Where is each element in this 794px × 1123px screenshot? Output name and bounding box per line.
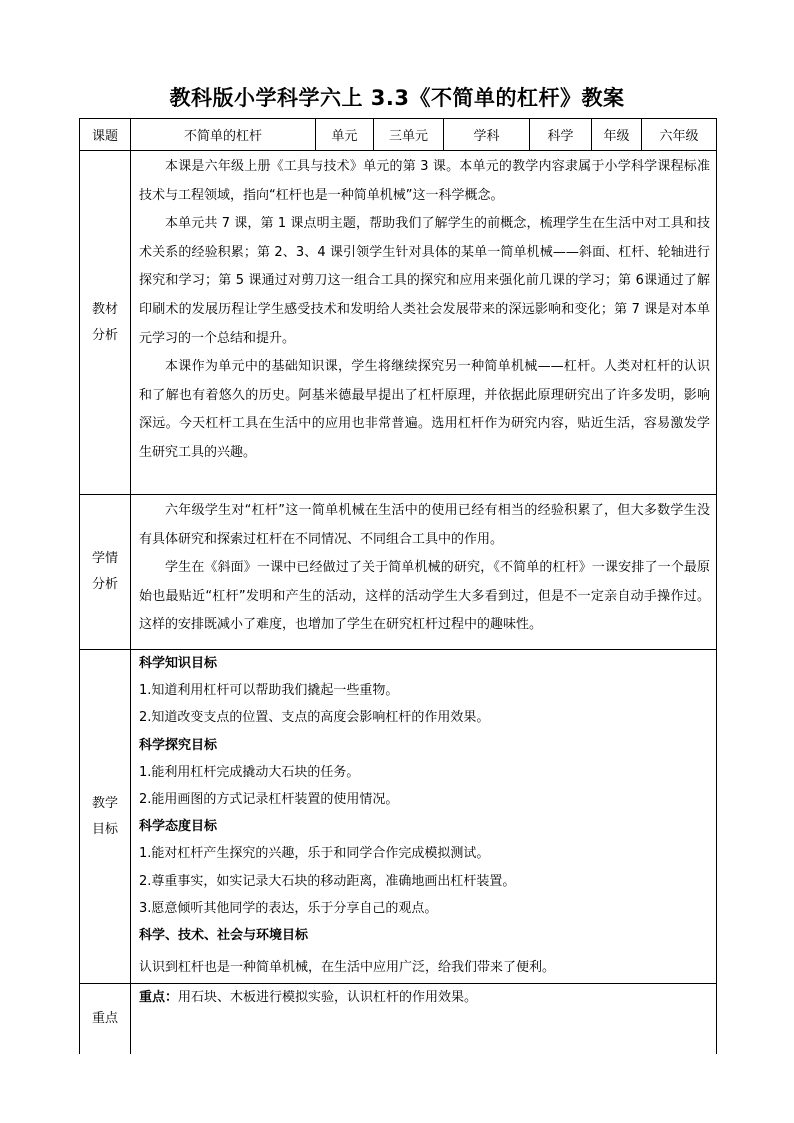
student-analysis-label: [80, 495, 131, 650]
grade-value: 六年级: [642, 119, 717, 151]
material-analysis-row: [80, 151, 717, 495]
student-label-line2: 分析: [91, 577, 118, 592]
teaching-goals-row: [80, 650, 717, 984]
material-analysis-label: [80, 151, 131, 495]
knowledge-goal-title: 科学知识目标: [139, 656, 218, 671]
teaching-goals-content: [131, 650, 717, 984]
knowledge-goal-item: 1.知道利用杠杆可以帮助我们撬起一些重物。: [139, 683, 399, 699]
student-paragraph: 学生在《斜面》一课中已经做过了关于简单机械的研究，《不简单的杠杆》一课安排了一个最原始也最贴近“杠杆”发明和产生的活动，这样的活动学生大多看到过，但是不一定亲自动手操作过。这样的安排既减小了难度，也增加了学生在研究杠杆过程中的趣味性。: [139, 560, 710, 633]
keypoint-prefix: 重点：: [139, 990, 179, 1006]
keypoint-label: 重点: [80, 984, 131, 1054]
material-paragraph: 本课是六年级上册《工具与技术》单元的第 3 课。本单元的教学内容隶属于小学科学课程标准技术与工程领域，指向“杠杆也是一种简单机械”这一科学概念。: [139, 159, 710, 203]
document-title: 教科版小学科学六上 3.3《不简单的杠杆》教案: [169, 86, 625, 110]
attitude-goal-item: 2.尊重事实，如实记录大石块的移动距离，准确地画出杠杆装置。: [139, 873, 516, 889]
keypoint-row: [80, 984, 717, 1054]
goals-label-line2: 目标: [91, 821, 118, 837]
sts-goal-item: 认识到杠杆也是一种简单机械，在生活中应用广泛，给我们带来了便利。: [139, 960, 556, 976]
material-paragraph: 本课作为单元中的基础知识课，学生将继续探究另一种简单机械——杠杆。人类对杠杆的认识和了解也有着悠久的历史。阿基米德最早提出了杠杆原理，并依据此原理研究出了许多发明，影响深远。今天杠杆工具在生活中的应用也非常普遍。选用杠杆作为研究内容，贴近生活，容易激发学生研究工具的兴趣。: [139, 359, 710, 460]
knowledge-goal-item: 2.知道改变支点的位置、支点的高度会影响杠杆的作用效果。: [139, 710, 490, 726]
material-label-line1: 教材: [91, 301, 118, 317]
subject-value: 科学: [530, 119, 592, 151]
lesson-plan-table: [79, 118, 717, 1054]
keypoint-content: [131, 984, 717, 1054]
inquiry-goal-item: 1.能利用杠杆完成撬动大石块的任务。: [139, 764, 360, 780]
unit-label: 单元: [316, 119, 374, 151]
keypoint-text: 用石块、木板进行模拟实验，认识杠杆的作用效果。: [178, 990, 478, 1006]
topic-label: 课题: [80, 119, 131, 151]
sts-goal-title: 科学、技术、社会与环境目标: [139, 928, 309, 944]
attitude-goal-title: 科学态度目标: [139, 819, 218, 835]
attitude-goal-item: 3.愿意倾听其他同学的表达，乐于分享自己的观点。: [139, 900, 438, 916]
student-label-line1: 学情: [91, 551, 118, 566]
header-row: [80, 119, 717, 151]
teaching-goals-label: [80, 650, 131, 984]
inquiry-goal-item: 2.能用画图的方式记录杠杆装置的使用情况。: [139, 792, 399, 808]
student-paragraph: 六年级学生对“杠杆”这一简单机械在生活中的使用已经有相当的经验积累了，但大多数学生没有具体研究和探索过杠杆在不同情况、不同组合工具中的作用。: [139, 503, 710, 547]
topic-value: 不简单的杠杆: [131, 119, 316, 151]
material-analysis-content: [131, 151, 717, 495]
goals-label-line1: 教学: [91, 795, 118, 811]
grade-label: 年级: [592, 119, 642, 151]
inquiry-goal-title: 科学探究目标: [139, 737, 218, 753]
student-analysis-content: [131, 495, 717, 650]
material-label-line2: 分析: [91, 327, 118, 343]
unit-value: 三单元: [374, 119, 444, 151]
subject-label: 学科: [444, 119, 530, 151]
attitude-goal-item: 1.能对杠杆产生探究的兴趣，乐于和同学合作完成模拟测试。: [139, 846, 490, 862]
material-paragraph: 本单元共 7 课，第 1 课点明主题，帮助我们了解学生的前概念，梳理学生在生活中对工具和技术关系的经验积累；第 2、3、4 课引领学生针对具体的某单一简单机械——斜面、杠杆、轮轴进行探究和学习；第 5 课通过对剪刀这一组合工具的探究和应用来强化前几课的学习；第 6课通过了解印刷术的发展历程让学生感受技术和发明给人类社会发展带来的深远影响和变化；第 7 课是对本单元学习的一个总结和提升。: [139, 216, 710, 346]
student-analysis-row: [80, 495, 717, 650]
